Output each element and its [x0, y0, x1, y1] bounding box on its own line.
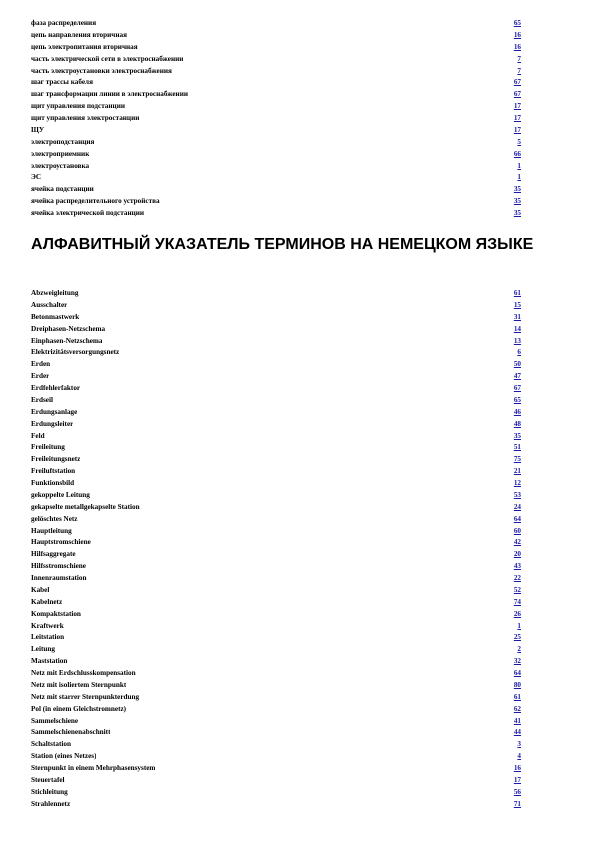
index-row: [31, 196, 521, 208]
index-term: щит управления электростанции: [31, 114, 140, 122]
index-term: Freileitungsnetz: [31, 455, 81, 464]
index-row: [31, 407, 521, 419]
page-link[interactable]: 43: [513, 562, 521, 571]
index-term: Betonmastwerk: [31, 312, 80, 321]
index-term: ЭС: [31, 173, 42, 182]
page-link[interactable]: 65: [513, 395, 521, 404]
index-term: Netz mit starrer Sternpunkterdung: [31, 692, 140, 701]
page-link[interactable]: 60: [513, 526, 521, 535]
index-term: электроподстанция: [31, 137, 95, 146]
index-row: [31, 77, 521, 89]
page-link[interactable]: 16: [513, 764, 521, 772]
index-term: Freileitung: [31, 443, 65, 452]
index-row: [31, 395, 521, 407]
index-term: Dreiphasen-Netzschema: [31, 324, 106, 333]
page-link[interactable]: 26: [513, 609, 521, 618]
index-row: [31, 739, 521, 751]
page-link[interactable]: 80: [513, 680, 521, 689]
page-link[interactable]: 47: [513, 372, 521, 381]
index-term: Abzweigleitung: [31, 289, 79, 297]
page-link[interactable]: 50: [513, 360, 521, 369]
page-link[interactable]: 35: [513, 431, 521, 440]
index-term: Kabel: [31, 585, 50, 594]
index-row: [31, 716, 521, 728]
index-row: [31, 704, 521, 716]
index-term: Erdfehlerfaktor: [31, 384, 81, 392]
index-row: [31, 324, 521, 336]
index-term: Kraftwerk: [31, 621, 64, 630]
index-row: [31, 787, 521, 799]
page-link[interactable]: 35: [513, 197, 521, 206]
index-term: Maststation: [31, 657, 68, 666]
index-term: Hauptstromschiene: [31, 538, 91, 547]
page-link[interactable]: 71: [513, 799, 521, 808]
page-link[interactable]: 7: [517, 66, 521, 75]
index-row: [31, 609, 521, 621]
index-term: шаг трансформации линии в электроснабжении: [31, 90, 188, 99]
index-row: [31, 585, 521, 597]
index-row: [31, 184, 521, 196]
page-link[interactable]: 64: [513, 514, 521, 523]
page-link[interactable]: 4: [517, 752, 521, 761]
index-row: [31, 383, 521, 395]
index-term: Netz mit isoliertem Sternpunkt: [31, 680, 127, 689]
index-row: [31, 125, 521, 137]
page-link[interactable]: 13: [513, 336, 521, 345]
index-term: Steuertafel: [31, 775, 65, 784]
index-term: часть электрической сети в электроснабжении: [31, 54, 184, 63]
index-row: [31, 288, 521, 300]
index-term: Station (eines Netzes): [31, 752, 97, 761]
index-row: [31, 172, 521, 184]
index-row: [31, 799, 521, 811]
index-row: [31, 336, 521, 348]
page-link[interactable]: 35: [513, 209, 521, 217]
index-term: Kabelnetz: [31, 597, 63, 606]
index-term: gelöschtes Netz: [31, 514, 78, 523]
page-link[interactable]: 67: [513, 90, 521, 99]
page-link[interactable]: 62: [513, 704, 521, 713]
index-row: [31, 161, 521, 173]
page-link[interactable]: 66: [513, 149, 521, 158]
index-row: [31, 763, 521, 775]
index-term: Erder: [31, 372, 50, 381]
index-term: Freiluftstation: [31, 467, 76, 476]
page-link[interactable]: 48: [513, 419, 521, 428]
index-row: [31, 371, 521, 383]
page-link[interactable]: 12: [513, 479, 521, 487]
page-link[interactable]: 44: [513, 728, 521, 737]
page-link[interactable]: 46: [513, 407, 521, 416]
page-link[interactable]: 1: [517, 173, 521, 182]
index-row: [31, 680, 521, 692]
index-term: Pol (in einem Gleichstromnetz): [31, 704, 127, 713]
section-heading: АЛФАВИТНЫЙ УКАЗАТЕЛЬ ТЕРМИНОВ НА НЕМЕЦКОМ ЯЗЫКЕ: [31, 236, 534, 253]
index-row: [31, 514, 521, 526]
index-row: [31, 775, 521, 787]
index-term: Leitung: [31, 645, 55, 654]
page-link[interactable]: 1: [517, 621, 521, 630]
page-link[interactable]: 3: [517, 740, 521, 749]
index-row: [31, 66, 521, 78]
index-row: [31, 300, 521, 312]
index-row: [31, 621, 521, 633]
index-term: Innenraumstation: [31, 574, 87, 582]
index-term: Leitstation: [31, 633, 65, 642]
index-row: [31, 478, 521, 490]
index-term: Elektrizitätsversorgungsnetz: [31, 348, 120, 357]
page-link[interactable]: 61: [513, 289, 521, 297]
index-term: ЩУ: [31, 125, 45, 134]
index-row: [31, 54, 521, 66]
index-term: ячейка подстанции: [31, 185, 94, 194]
index-term: Hilfsstromschiene: [31, 562, 86, 571]
index-row: [31, 632, 521, 644]
page-link[interactable]: 24: [513, 502, 521, 511]
index-row: [31, 42, 521, 54]
index-term: Strahlennetz: [31, 799, 71, 808]
index-row: [31, 312, 521, 324]
page-link[interactable]: 21: [513, 467, 521, 476]
index-term: gekoppelte Leitung: [31, 490, 90, 499]
index-term: цепь направления вторичная: [31, 30, 127, 39]
index-term: Netz mit Erdschlusskompensation: [31, 669, 136, 677]
index-row: [31, 359, 521, 371]
index-row: [31, 208, 521, 220]
page-link[interactable]: 61: [513, 692, 521, 701]
index-row: [31, 466, 521, 478]
index-row: [31, 101, 521, 113]
index-term: ячейка распределительного устройства: [31, 197, 160, 206]
page-link[interactable]: 20: [513, 550, 521, 559]
index-term: щит управления подстанции: [31, 102, 125, 111]
index-term: Sammelschiene: [31, 716, 79, 725]
page-link[interactable]: 17: [513, 114, 521, 122]
index-term: Erdseil: [31, 395, 53, 404]
index-term: электроустановка: [31, 161, 90, 170]
index-term: ячейка электрической подстанции: [31, 209, 145, 217]
index-row: [31, 502, 521, 514]
index-row: [31, 656, 521, 668]
page-link[interactable]: 6: [517, 348, 521, 357]
page-link[interactable]: 67: [513, 384, 521, 392]
index-term: Sammelschienenabschnitt: [31, 728, 111, 737]
index-term: Hauptleitung: [31, 526, 72, 535]
page-link[interactable]: 7: [517, 54, 521, 63]
page-link[interactable]: 67: [513, 78, 521, 87]
index-row: [31, 149, 521, 161]
index-term: Erdungsleiter: [31, 419, 74, 428]
page-link[interactable]: 74: [513, 597, 521, 606]
index-row: [31, 644, 521, 656]
page-link[interactable]: 32: [513, 657, 521, 666]
page-link[interactable]: 2: [517, 645, 521, 654]
index-row: [31, 442, 521, 454]
index-term: Einphasen-Netzschema: [31, 336, 103, 345]
index-row: [31, 561, 521, 573]
index-row: [31, 668, 521, 680]
page-link[interactable]: 41: [513, 716, 521, 725]
index-term: Feld: [31, 431, 45, 440]
index-row: [31, 18, 521, 30]
index-term: цепь электропитания вторичная: [31, 42, 138, 51]
page-link[interactable]: 42: [513, 538, 521, 547]
index-term: часть электроустановки электроснабжения: [31, 66, 172, 75]
index-term: Funktionsbild: [31, 479, 75, 487]
page-link[interactable]: 25: [513, 633, 521, 642]
german-term-index: [31, 288, 521, 811]
page-link[interactable]: 17: [513, 775, 521, 784]
index-term: Erdungsanlage: [31, 407, 78, 416]
index-term: электроприемник: [31, 149, 90, 158]
index-row: [31, 526, 521, 538]
page-link[interactable]: 17: [513, 102, 521, 111]
page-link[interactable]: 17: [513, 125, 521, 134]
index-row: [31, 537, 521, 549]
index-term: Erden: [31, 360, 51, 369]
index-row: [31, 454, 521, 466]
page-link[interactable]: 53: [513, 490, 521, 499]
page-link[interactable]: 56: [513, 787, 521, 796]
index-term: Stichleitung: [31, 787, 68, 796]
page-link[interactable]: 15: [513, 300, 521, 309]
page-link[interactable]: 75: [513, 455, 521, 464]
index-term: Schaltstation: [31, 740, 71, 749]
page-link[interactable]: 51: [513, 443, 521, 452]
index-row: [31, 490, 521, 502]
index-row: [31, 89, 521, 101]
page-link[interactable]: 35: [513, 185, 521, 194]
index-row: [31, 597, 521, 609]
index-term: Kompaktstation: [31, 609, 81, 618]
page-link[interactable]: 16: [513, 42, 521, 51]
index-term: Hilfsaggregate: [31, 550, 76, 559]
page-link[interactable]: 64: [513, 669, 521, 677]
page-link[interactable]: 1: [517, 161, 521, 170]
page-link[interactable]: 52: [513, 585, 521, 594]
index-row: [31, 137, 521, 149]
index-row: [31, 573, 521, 585]
page-link[interactable]: 14: [513, 324, 521, 333]
index-row: [31, 113, 521, 125]
index-row: [31, 30, 521, 42]
index-row: [31, 431, 521, 443]
index-term: gekapselte metallgekapselte Station: [31, 502, 140, 511]
index-row: [31, 751, 521, 763]
index-row: [31, 692, 521, 704]
index-row: [31, 727, 521, 739]
russian-term-index: [31, 18, 521, 220]
page-link[interactable]: 22: [513, 574, 521, 582]
page-link[interactable]: 5: [517, 137, 521, 146]
index-row: [31, 347, 521, 359]
page-link[interactable]: 31: [513, 312, 521, 321]
index-term: Ausschalter: [31, 300, 68, 309]
page-link[interactable]: 65: [513, 19, 521, 27]
index-row: [31, 419, 521, 431]
index-term: Sternpunkt in einem Mehrphasensystem: [31, 764, 156, 772]
index-term: шаг трассы кабеля: [31, 78, 93, 87]
index-row: [31, 549, 521, 561]
index-term: фаза распределения: [31, 19, 97, 27]
page-link[interactable]: 16: [513, 30, 521, 39]
